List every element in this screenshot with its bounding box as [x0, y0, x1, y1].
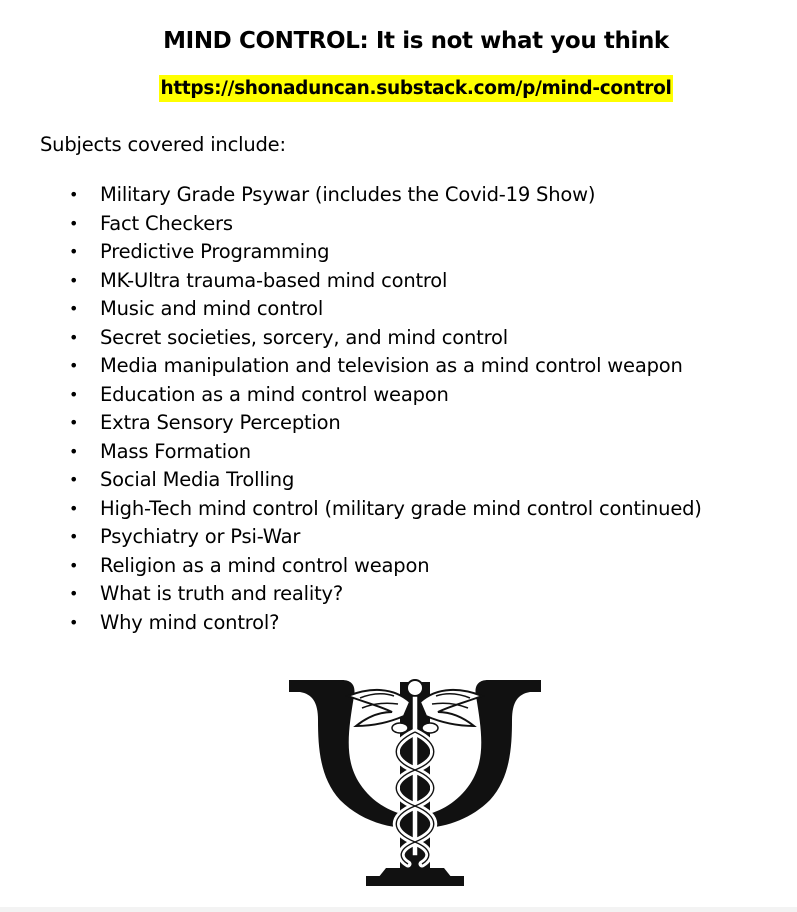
list-item-text: Secret societies, sorcery, and mind control [100, 325, 508, 349]
list-item-text: High-Tech mind control (military grade mind control continued) [100, 496, 702, 520]
list-item-text: Why mind control? [100, 610, 280, 634]
document-title: MIND CONTROL: It is not what you think [163, 28, 669, 54]
list-item-text: Extra Sensory Perception [100, 411, 341, 434]
list-item-text: Psychiatry or Psi-War [100, 525, 301, 548]
list-item-text: Fact Checkers [100, 211, 233, 235]
bullet-icon: • [69, 356, 79, 375]
bullet-icon: • [69, 299, 79, 318]
list-item-text: What is truth and reality? [100, 582, 344, 605]
list-item-text: Predictive Programming [100, 240, 330, 263]
bullet-icon: • [69, 527, 79, 546]
bullet-icon: • [69, 470, 79, 489]
list-item-text: Music and mind control [100, 297, 324, 320]
bullet-icon: • [69, 327, 79, 347]
list-item-text: Military Grade Psywar (includes the Covid-19 Show) [100, 183, 596, 206]
bullet-icon: • [69, 413, 79, 432]
caduceus-knob [407, 680, 423, 696]
bullet-icon: • [69, 384, 79, 404]
list-item-text: Media manipulation and television as a mind control weapon [100, 354, 683, 377]
list-item-text: Education as a mind control weapon [100, 382, 449, 406]
caduceus-staff [412, 696, 418, 856]
bullet-icon: • [69, 441, 79, 461]
list-item-text: MK-Ultra trauma-based mind control [100, 268, 448, 292]
bullet-icon: • [69, 185, 79, 204]
link-line [0, 75, 797, 102]
psi-caduceus-icon [282, 672, 548, 894]
bullet-icon: • [69, 498, 79, 518]
substack-link[interactable]: https://shonaduncan.substack.com/p/mind-control [159, 75, 672, 102]
bullet-icon: • [69, 242, 79, 261]
page-bottom-edge [0, 907, 797, 912]
bullet-icon: • [69, 584, 79, 603]
list-item-text: Mass Formation [100, 439, 251, 463]
list-item-text: Religion as a mind control weapon [100, 553, 430, 577]
bullet-icon: • [69, 213, 79, 233]
bullet-icon: • [69, 612, 79, 632]
list-item-text: Social Media Trolling [100, 468, 295, 491]
bullet-icon: • [69, 555, 79, 575]
bullet-icon: • [69, 270, 79, 290]
intro-text: Subjects covered include: [40, 133, 286, 156]
